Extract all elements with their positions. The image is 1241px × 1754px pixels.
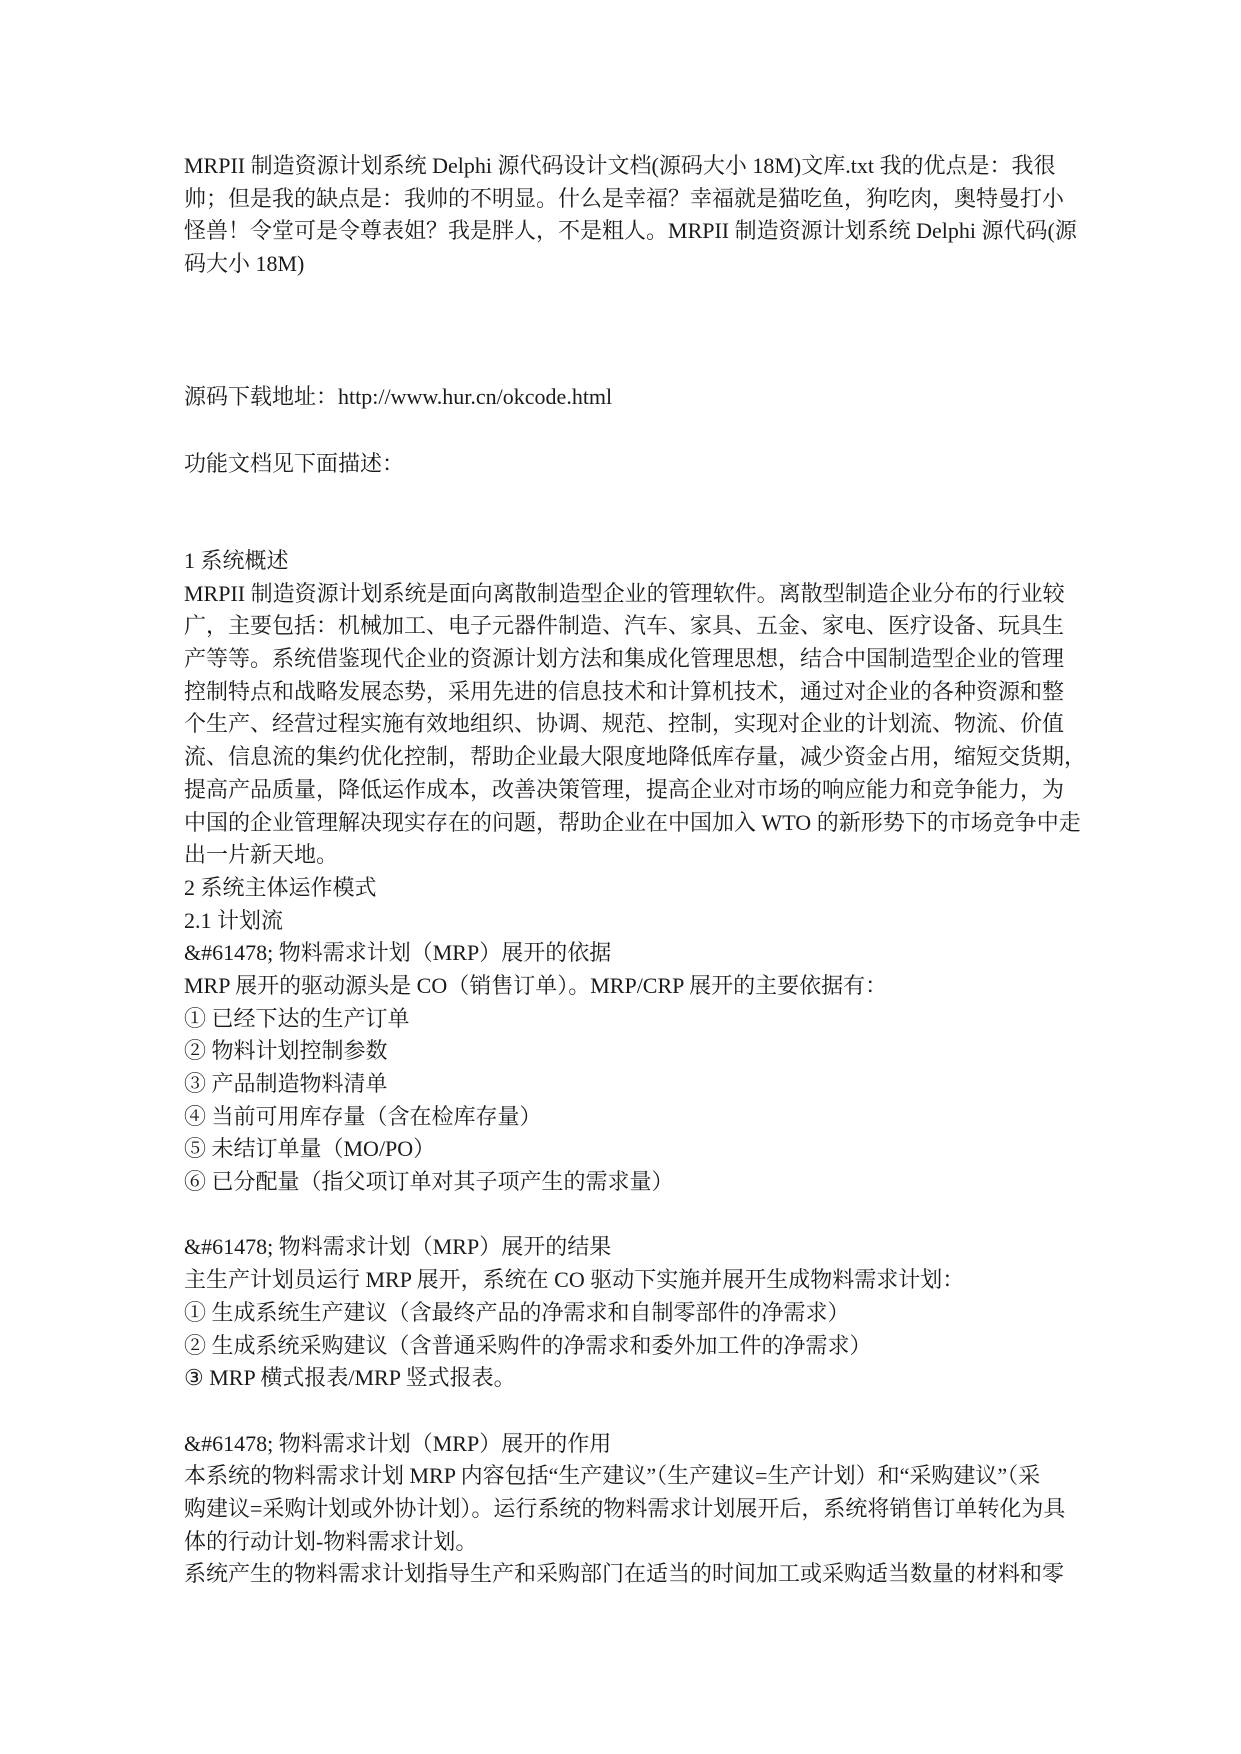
- intro-line: 怪兽！令堂可是令尊表姐？我是胖人，不是粗人。MRPII 制造资源计划系统 Delphi 源代码(源: [184, 218, 1077, 244]
- doc-note: [184, 448, 1184, 481]
- list-item: ② 物料计划控制参数: [184, 1038, 388, 1064]
- paragraph-line: 中国的企业管理解决现实存在的问题，帮助企业在中国加入 WTO 的新形势下的市场竞争中走: [184, 809, 1081, 835]
- section-heading: 2 系统主体运作模式: [184, 874, 377, 900]
- list-item: ⑥ 已分配量（指父项订单对其子项产生的需求量）: [184, 1169, 674, 1195]
- result-intro: 主生产计划员运行 MRP 展开，系统在 CO 驱动下实施并展开生成物料需求计划：: [184, 1267, 965, 1293]
- result-heading: &#61478; 物料需求计划（MRP）展开的结果: [184, 1234, 612, 1260]
- paragraph-line: 提高产品质量，降低运作成本，改善决策管理，提高企业对市场的响应能力和竞争能力，为: [184, 776, 1065, 802]
- intro-line: MRPII 制造资源计划系统 Delphi 源代码设计文档(源码大小 18M)文库.txt 我的优点是：我很: [184, 153, 1056, 178]
- download-address: [184, 381, 1184, 414]
- paragraph-line: 个生产、经营过程实施有效地组织、协调、规范、控制，实现对企业的计划流、物流、价值: [184, 711, 1065, 737]
- intro-paragraph: [184, 150, 1184, 281]
- basis-intro: MRP 展开的驱动源头是 CO（销售订单）。MRP/CRP 展开的主要依据有：: [184, 972, 888, 998]
- basis-heading: &#61478; 物料需求计划（MRP）展开的依据: [184, 940, 612, 966]
- paragraph-line: 出一片新天地。: [184, 842, 339, 868]
- list-item: ③ MRP 横式报表/MRP 竖式报表。: [184, 1365, 516, 1391]
- list-item: ③ 产品制造物料清单: [184, 1071, 388, 1096]
- paragraph-line: 产等等。系统借鉴现代企业的资源计划方法和集成化管理思想，结合中国制造型企业的管理: [184, 646, 1065, 672]
- paragraph-line: 体的行动计划-物料需求计划。: [184, 1528, 478, 1554]
- paragraph-line: MRPII 制造资源计划系统是面向离散制造型企业的管理软件。离散型制造企业分布的行业较: [184, 580, 1065, 606]
- paragraph-line: 本系统的物料需求计划 MRP 内容包括“生产建议”（生产建议=生产计划）和“采购建议”（采: [184, 1463, 1041, 1489]
- list-item: ④ 当前可用库存量（含在检库存量）: [184, 1103, 542, 1129]
- blank-line: [184, 1199, 1184, 1232]
- intro-line: 码大小 18M): [184, 251, 305, 277]
- document-body: [184, 545, 1184, 1591]
- paragraph-line: 系统产生的物料需求计划指导生产和采购部门在适当的时间加工或采购适当数量的材料和零: [184, 1561, 1065, 1587]
- function-heading: &#61478; 物料需求计划（MRP）展开的作用: [184, 1430, 612, 1456]
- list-item: ⑤ 未结订单量（MO/PO）: [184, 1136, 436, 1162]
- subsection-heading: 2.1 计划流: [184, 907, 284, 933]
- section-heading: 1 系统概述: [184, 548, 289, 573]
- paragraph-line: 控制特点和战略发展态势，采用先进的信息技术和计算机技术，通过对企业的各种资源和整: [184, 678, 1065, 704]
- list-item: ② 生成系统采购建议（含普通采购件的净需求和委外加工件的净需求）: [184, 1332, 872, 1358]
- paragraph-line: 购建议=采购计划或外协计划）。运行系统的物料需求计划展开后，系统将销售订单转化为具: [184, 1495, 1066, 1521]
- download-address-line: 源码下载地址：http://www.hur.cn/okcode.html: [184, 384, 613, 409]
- doc-note-line: 功能文档见下面描述：: [184, 451, 405, 476]
- intro-line: 帅；但是我的缺点是：我帅的不明显。什么是幸福？幸福就是猫吃鱼，狗吃肉，奥特曼打小: [184, 185, 1065, 211]
- paragraph-line: 广，主要包括：机械加工、电子元器件制造、汽车、家具、五金、家电、医疗设备、玩具生: [184, 613, 1065, 639]
- blank-line: [184, 1395, 1184, 1428]
- paragraph-line: 流、信息流的集约优化控制，帮助企业最大限度地降低库存量，减少资金占用，缩短交货期，: [184, 744, 1087, 770]
- list-item: ① 已经下达的生产订单: [184, 1005, 410, 1031]
- list-item: ① 生成系统生产建议（含最终产品的净需求和自制零部件的净需求）: [184, 1299, 850, 1325]
